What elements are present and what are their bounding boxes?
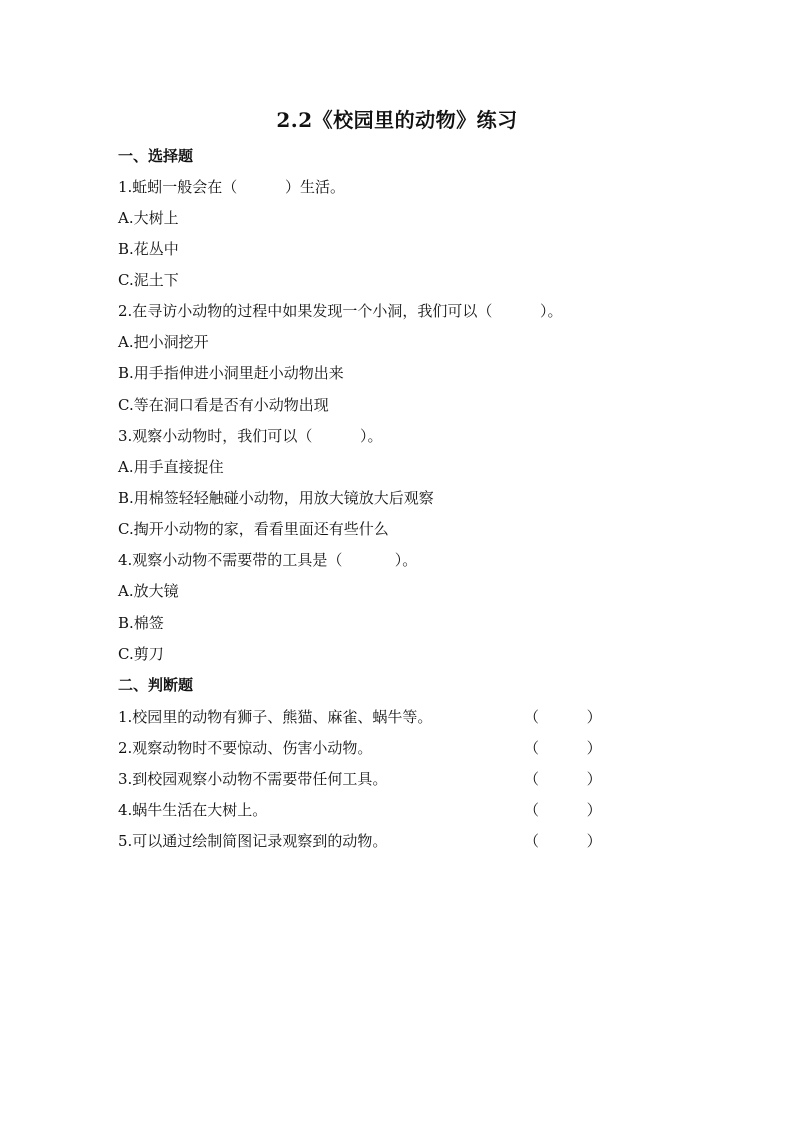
answer-option: A.放大镜 — [118, 582, 179, 600]
question-stem: 1.蚯蚓一般会在（ ）生活。 — [118, 178, 345, 196]
answer-option: A.用手直接捉住 — [118, 458, 224, 476]
judgment-item: 3.到校园观察小动物不需要带任何工具。 — [118, 770, 388, 788]
answer-option: B.棉签 — [118, 614, 164, 632]
answer-option: B.用棉签轻轻触碰小动物，用放大镜放大后观察 — [118, 489, 434, 507]
answer-option: C.剪刀 — [118, 645, 164, 663]
question-stem: 3.观察小动物时，我们可以（ ）。 — [118, 427, 383, 445]
answer-option: A.把小洞挖开 — [118, 333, 209, 351]
answer-bracket: （ ） — [524, 708, 602, 726]
answer-option: C.等在洞口看是否有小动物出现 — [118, 396, 329, 414]
answer-bracket: （ ） — [524, 832, 602, 850]
question-stem: 2.在寻访小动物的过程中如果发现一个小洞，我们可以（ ）。 — [118, 302, 563, 320]
judgment-item: 5.可以通过绘制简图记录观察到的动物。 — [118, 832, 388, 850]
judgment-item: 2.观察动物时不要惊动、伤害小动物。 — [118, 739, 373, 757]
judgment-item: 4.蜗牛生活在大树上。 — [118, 801, 268, 819]
answer-option: B.用手指伸进小洞里赶小动物出来 — [118, 364, 344, 382]
answer-option: C.泥土下 — [118, 271, 179, 289]
section-heading-multiple-choice: 一、选择题 — [118, 147, 194, 165]
answer-option: C.掏开小动物的家，看看里面还有些什么 — [118, 520, 389, 538]
answer-option: B.花丛中 — [118, 240, 179, 258]
answer-bracket: （ ） — [524, 739, 602, 757]
answer-bracket: （ ） — [524, 770, 602, 788]
question-stem: 4.观察小动物不需要带的工具是（ ）。 — [118, 551, 418, 569]
answer-bracket: （ ） — [524, 801, 602, 819]
section-heading-true-false: 二、判断题 — [118, 676, 194, 694]
page-title: 2.2《校园里的动物》练习 — [276, 108, 518, 132]
judgment-item: 1.校园里的动物有狮子、熊猫、麻雀、蜗牛等。 — [118, 708, 433, 726]
answer-option: A.大树上 — [118, 209, 179, 227]
